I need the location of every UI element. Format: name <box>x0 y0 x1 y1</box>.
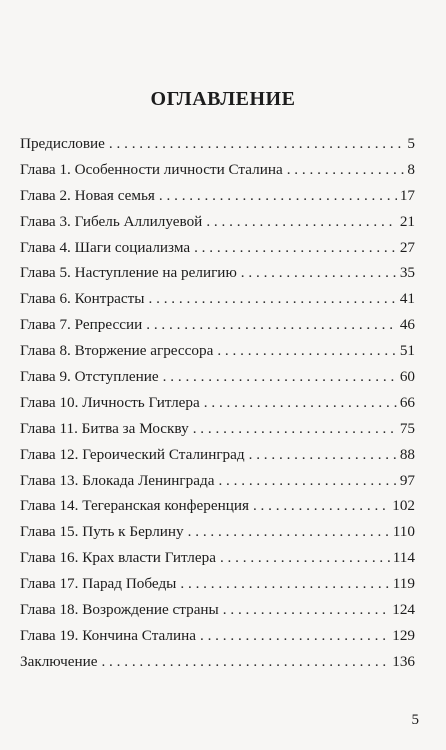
toc-entry <box>20 157 415 183</box>
toc-entry <box>20 209 415 235</box>
toc-dot-leader <box>218 468 396 494</box>
toc-dot-leader <box>163 364 397 390</box>
table-of-contents <box>20 131 415 675</box>
toc-entry-title: Глава 8. Вторжение агрессора <box>20 342 214 360</box>
toc-entry-title: Глава 7. Репрессии <box>20 316 143 334</box>
toc-dot-leader <box>287 157 405 183</box>
toc-dot-leader <box>109 131 404 157</box>
toc-entry-page: 129 <box>392 626 415 644</box>
toc-dot-leader <box>146 312 397 338</box>
toc-entry-page: 35 <box>399 264 415 282</box>
toc-entry <box>20 416 415 442</box>
toc-entry <box>20 235 415 261</box>
toc-dot-leader <box>204 390 397 416</box>
toc-entry <box>20 623 415 649</box>
toc-entry-title: Глава 5. Наступление на религию <box>20 264 237 282</box>
page-title: ОГЛАВЛЕНИЕ <box>150 88 296 110</box>
toc-entry-title: Предисловие <box>20 135 105 152</box>
toc-entry-title: Глава 4. Шаги социализма <box>20 238 191 256</box>
toc-entry <box>20 390 415 416</box>
toc-dot-leader <box>194 235 397 261</box>
toc-entry-page: 17 <box>399 186 415 204</box>
toc-entry-title: Глава 9. Отступление <box>20 368 159 386</box>
toc-entry-title: Глава 19. Кончина Сталина <box>20 626 196 644</box>
toc-entry-title: Глава 10. Личность Гитлера <box>20 393 200 411</box>
toc-dot-leader <box>188 519 390 545</box>
toc-entry-title: Глава 1. Особенности личности Сталина <box>20 160 283 178</box>
toc-dot-leader <box>241 260 397 286</box>
page-number: 5 <box>411 712 419 728</box>
toc-entry-page: 5 <box>407 135 415 152</box>
toc-entry <box>20 442 415 468</box>
toc-entry <box>20 493 415 519</box>
toc-entry-page: 102 <box>392 497 415 515</box>
toc-entry <box>20 286 415 312</box>
toc-entry-title: Глава 12. Героический Сталинград <box>20 445 245 463</box>
toc-entry-title: Глава 6. Контрасты <box>20 290 145 308</box>
toc-entry-page: 119 <box>392 575 415 593</box>
toc-entry-title: Заключение <box>20 652 98 670</box>
toc-dot-leader <box>253 493 389 519</box>
toc-entry-page: 46 <box>399 316 415 334</box>
toc-entry-title: Глава 14. Тегеранская конференция <box>20 497 249 515</box>
toc-entry-page: 124 <box>392 601 415 619</box>
toc-entry-page: 21 <box>399 212 415 230</box>
toc-dot-leader <box>200 623 389 649</box>
toc-entry <box>20 468 415 494</box>
toc-entry-title: Глава 13. Блокада Ленинграда <box>20 471 215 489</box>
toc-dot-leader <box>180 571 389 597</box>
toc-entry-page: 41 <box>399 290 415 308</box>
toc-dot-leader <box>159 183 397 209</box>
toc-entry-page: 114 <box>392 549 415 567</box>
toc-entry-title: Глава 16. Крах власти Гитлера <box>20 549 216 567</box>
toc-dot-leader <box>206 209 397 235</box>
toc-entry <box>20 338 415 364</box>
toc-entry-page: 8 <box>407 160 415 178</box>
toc-entry <box>20 519 415 545</box>
toc-entry-page: 27 <box>399 238 415 256</box>
toc-entry-title: Глава 17. Парад Победы <box>20 575 177 593</box>
toc-entry <box>20 131 415 157</box>
toc-dot-leader <box>249 442 397 468</box>
toc-entry-title: Глава 2. Новая семья <box>20 186 155 204</box>
toc-entry-title: Глава 3. Гибель Аллилуевой <box>20 212 203 230</box>
toc-entry-title: Глава 15. Путь к Берлину <box>20 523 184 541</box>
toc-entry <box>20 571 415 597</box>
toc-entry-page: 88 <box>399 445 415 463</box>
toc-entry <box>20 260 415 286</box>
toc-entry-title: Глава 18. Возрождение страны <box>20 601 219 619</box>
toc-entry <box>20 364 415 390</box>
toc-entry-page: 51 <box>399 342 415 360</box>
toc-entry-page: 66 <box>399 393 415 411</box>
toc-entry <box>20 597 415 623</box>
toc-entry <box>20 183 415 209</box>
toc-dot-leader <box>193 416 397 442</box>
toc-dot-leader <box>149 286 397 312</box>
toc-dot-leader <box>223 597 389 623</box>
toc-entry <box>20 545 415 571</box>
toc-entry <box>20 312 415 338</box>
toc-dot-leader <box>217 338 396 364</box>
toc-entry-page: 110 <box>392 523 415 541</box>
toc-entry-page: 136 <box>392 652 415 670</box>
toc-entry-page: 75 <box>399 419 415 437</box>
toc-entry-page: 97 <box>399 471 415 489</box>
toc-dot-leader <box>101 649 389 675</box>
toc-entry-title: Глава 11. Битва за Москву <box>20 419 189 437</box>
toc-entry-page: 60 <box>399 368 415 386</box>
toc-entry <box>20 649 415 675</box>
toc-dot-leader <box>220 545 390 571</box>
